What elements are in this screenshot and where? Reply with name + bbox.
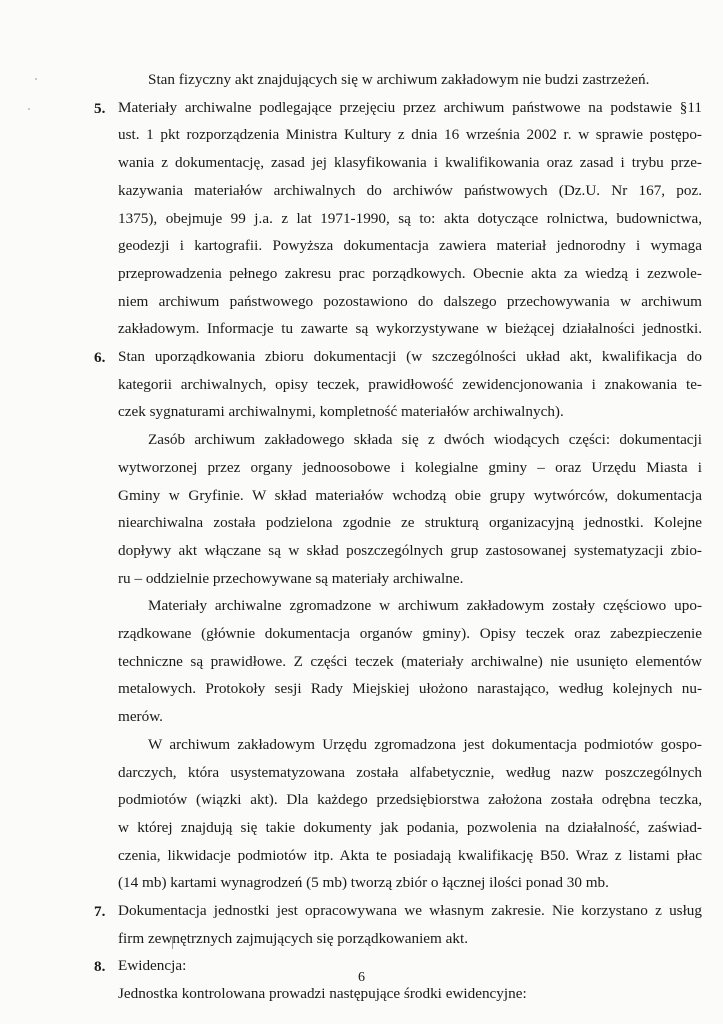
text-line: niearchiwalna została podzielona zgodnie ze strukturą organizacyjną jednostki. Kolejne [118, 514, 702, 532]
text-line: kategorii archiwalnych, opisy teczek, prawidłowość zewidencjonowania i znakowania te- [118, 375, 702, 393]
text-line: Dokumentacja jednostki jest opracowywana we własnym zakresie. Nie korzystano z usług [118, 902, 702, 919]
text-line: w której znajdują się takie dokumenty jak podania, pozwolenia na działalność, zaświad- [118, 818, 702, 836]
text-line: Materiały archiwalne podlegające przejęciu przez archiwum państwowe na podstawie §11 [118, 98, 702, 116]
text-line: wania z dokumentację, zasad jej klasyfikowania i kwalifikowania oraz zasad i trybu prze- [118, 154, 702, 172]
text-line: zakładowym. Informacje tu zawarte są wykorzystywane w bieżącej działalności jednostki. [118, 320, 702, 338]
text-line: W archiwum zakładowym Urzędu zgromadzona jest dokumentacja podmiotów gospo- [148, 735, 702, 753]
page-number: 6 [358, 970, 365, 985]
text-line: Ewidencja: [118, 957, 187, 975]
text-line: Gminy w Gryfinie. W skład materiałów wchodzą obie grupy wytwórców, dokumentacja [118, 486, 702, 504]
text-line: rządkowane (głównie dokumentacja organów gminy). Opisy teczek oraz zabezpieczenie [118, 625, 702, 642]
text-line: Stan fizyczny akt znajdujących się w archiwum zakładowym nie budzi zastrzeżeń. [148, 71, 650, 88]
list-number: 8. [94, 958, 106, 976]
text-line: dopływy akt włączane są w skład poszczególnych grup zastosowanej systematyzacji zbio- [118, 541, 702, 559]
text-line: geodezji i kartografii. Powyższa dokumentacja zawiera materiał jednorodny i wymaga [118, 237, 702, 255]
text-line: podmiotów (wiązki akt). Dla każdego przedsiębiorstwa założona została odrębna teczka, [118, 791, 702, 809]
text-line: 1375), obejmuje 99 j.a. z lat 1971-1990, są to: akta dotyczące rolnictwa, budownictwa, [118, 209, 702, 227]
text-line: Zasób archiwum zakładowego składa się z dwóch wiodących części: dokumentacji [148, 431, 702, 449]
text-line: darczych, która usystematyzowana została alfabetycznie, według nazw poszczególnych [118, 763, 702, 781]
list-number: 5. [94, 99, 106, 117]
text-line: ust. 1 pkt rozporządzenia Ministra Kultury z dnia 16 września 2002 r. w sprawie postępo- [118, 126, 702, 144]
text-line: czek sygnaturami archiwalnymi, kompletność materiałów archiwalnych). [118, 403, 564, 421]
text-line: kazywania materiałów archiwalnych do archiwów państwowych (Dz.U. Nr 167, poz. [118, 181, 702, 199]
scan-speck [35, 78, 37, 80]
text-line: niem archiwum państwowego pozostawiono do dalszego przechowywania w archiwum [118, 292, 702, 310]
text-line: metalowych. Protokoły sesji Rady Miejskiej ułożono narastająco, według kolejnych nu- [118, 680, 702, 698]
text-line: Stan uporządkowania zbioru dokumentacji (w szczególności układ akt, kwalifikacja do [118, 348, 702, 365]
text-line: ru – oddzielnie przechowywane są materiały archiwalne. [118, 569, 464, 587]
text-line: merów. [118, 708, 163, 726]
text-line: firm zewnętrznych zajmujących się porządkowaniem akt. [118, 929, 469, 947]
text-line: (14 mb) kartami wynagrodzeń (5 mb) tworzą zbiór o łącznej ilości ponad 30 mb. [118, 874, 609, 892]
list-number: 7. [94, 903, 106, 920]
text-line: techniczne są prawidłowe. Z części teczek (materiały archiwalne) nie usunięto elementów [118, 652, 702, 670]
text-line: Materiały archiwalne zgromadzone w archiwum zakładowym zostały częściowo upo- [148, 597, 702, 615]
scan-speck [28, 108, 30, 110]
text-line: przeprowadzenia pełnego zakresu prac porządkowych. Obecnie akta za wiedzą i zezwole- [118, 264, 702, 282]
text-line: czenia, likwidacje podmiotów itp. Akta te posiadają kwalifikację B50. Wraz z listami płac [118, 846, 702, 864]
text-line: wytworzonej przez organy jednoosobowe i kolegialne gminy – oraz Urzędu Miasta i [118, 458, 702, 476]
text-line: Jednostka kontrolowana prowadzi następujące środki ewidencyjne: [118, 985, 527, 1003]
list-number: 6. [94, 349, 106, 366]
